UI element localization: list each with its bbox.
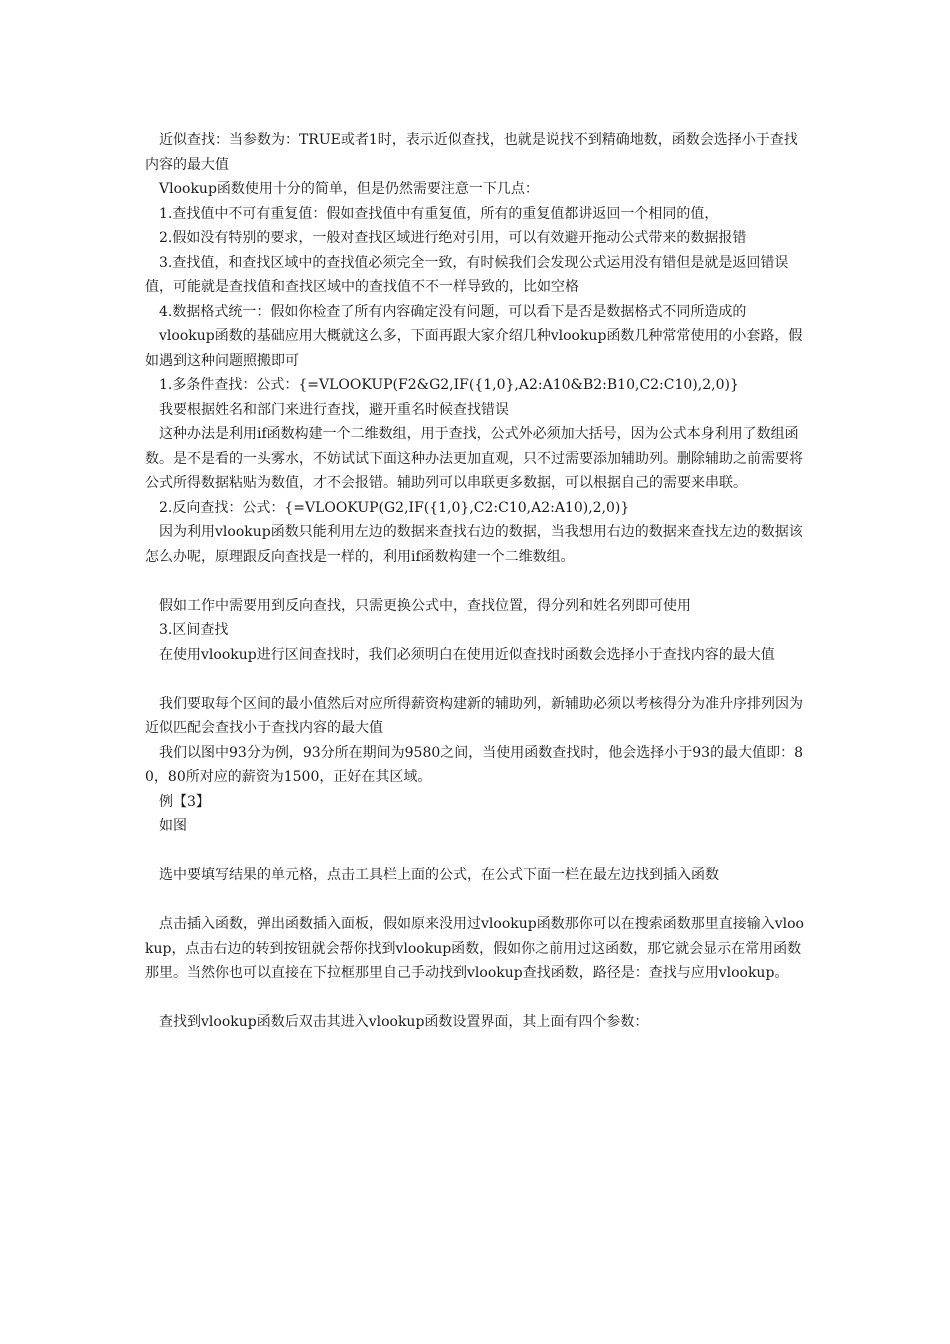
paragraph-four-parameters: 查找到vlookup函数后双击其进入vlookup函数设置界面，其上面有四个参数： xyxy=(159,1014,649,1030)
paragraph-note-3: 3.查找值，和查找区域中的查找值必须完全一致，有时候我们会发现公式运用没有错但是就是返回错误值，可能就是查找值和查找区域中的查找值不不一样导致的，比如空格 xyxy=(145,254,789,295)
blank-line xyxy=(145,839,811,864)
paragraph-reverse-usage: 假如工作中需要用到反向查找，只需更换公式中，查找位置，得分列和姓名列即可使用 xyxy=(159,597,691,614)
paragraph-insert-function: 点击插入函数，弹出函数插入面板，假如原来没用过vlookup函数那你可以在搜索函数那里直接输入vlookup，点击右边的转到按钮就会帮你找到vlookup函数，假如你之前用过这函数，那它就会显示在常用函数那里。当然你也可以直接在下拉框那里自己手动找到vlookup查找函数，路径是：查找与应用vlookup。 xyxy=(145,916,804,981)
paragraph-reverse-formula: 2.反向查找：公式：{=VLOOKUP(G2,IF({1,0},C2:C10,A2:A10),2,0)} xyxy=(159,499,630,516)
paragraph-note-1: 1.查找值中不可有重复值：假如查找值中有重复值，所有的重复值都讲返回一个相同的值， xyxy=(159,205,719,222)
paragraph-example-93: 我们以图中93分为例，93分所在期间为9580之间，当使用函数查找时，他会选择小于93的最大值即：80，80所对应的薪资为1500，正好在其区域。 xyxy=(145,744,803,785)
paragraph-helper-column: 我们要取每个区间的最小值然后对应所得薪资构建新的辅助列，新辅助必须以考核得分为准升序排列因为近似匹配会查找小于查找内容的最大值 xyxy=(145,695,803,736)
paragraph-example-3-label: 例【3】 xyxy=(159,793,210,810)
paragraph-multi-condition-explain: 这种办法是利用if函数构建一个二维数组，用于查找，公式外必须加大括号，因为公式本身利用了数组函数。是不是看的一头雾水，不妨试试下面这种办法更加直观，只不过需要添加辅助列。删除辅助之前需要将公式所得数据粘贴为数值，才不会报错。辅助列可以串联更多数据，可以根据自己的需要来串联。 xyxy=(145,426,803,491)
paragraph-select-cell: 选中要填写结果的单元格，点击工具栏上面的公式，在公式下面一栏在最左边找到插入函数 xyxy=(159,867,719,883)
paragraph-reverse-explain: 因为利用vlookup函数只能利用左边的数据来查找右边的数据，当我想用右边的数据来查找左边的数据该怎么办呢，原理跟反向查找是一样的，利用if函数构建一个二维数组。 xyxy=(145,524,803,565)
paragraph-note-4: 4.数据格式统一：假如你检查了所有内容确定没有问题，可以看下是否是数据格式不同所造成的 xyxy=(159,303,747,320)
paragraph-approx-lookup: 近似查找：当参数为：TRUE或者1时，表示近似查找，也就是说找不到精确地数，函数会选择小于查找内容的最大值 xyxy=(145,132,798,173)
paragraph-tricks-intro: vlookup函数的基础应用大概就这么多，下面再跟大家介绍几种vlookup函数几种常常使用的小套路，假如遇到这种问题照搬即可 xyxy=(145,328,803,369)
paragraph-multi-condition-formula: 1.多条件查找：公式：{=VLOOKUP(F2&G2,IF({1,0},A2:A10&B2:B10,C2:C10),2,0)} xyxy=(159,377,739,393)
document-body xyxy=(145,128,811,1035)
blank-line xyxy=(145,986,811,1011)
paragraph-range-lookup-heading: 3.区间查找 xyxy=(159,622,229,638)
paragraph-range-lookup-explain: 在使用vlookup进行区间查找时，我们必须明白在使用近似查找时函数会选择小于查找内容的最大值 xyxy=(159,646,775,663)
blank-line xyxy=(145,569,811,594)
paragraph-vlookup-notes-intro: Vlookup函数使用十分的简单，但是仍然需要注意一下几点： xyxy=(159,181,539,197)
blank-line xyxy=(145,667,811,692)
paragraph-note-2: 2.假如没有特别的要求，一般对查找区域进行绝对引用，可以有效避开拖动公式带来的数据报错 xyxy=(159,230,747,246)
blank-line xyxy=(145,888,811,913)
paragraph-as-shown: 如图 xyxy=(159,818,187,834)
paragraph-multi-condition-purpose: 我要根据姓名和部门来进行查找，避开重名时候查找错误 xyxy=(159,401,509,418)
